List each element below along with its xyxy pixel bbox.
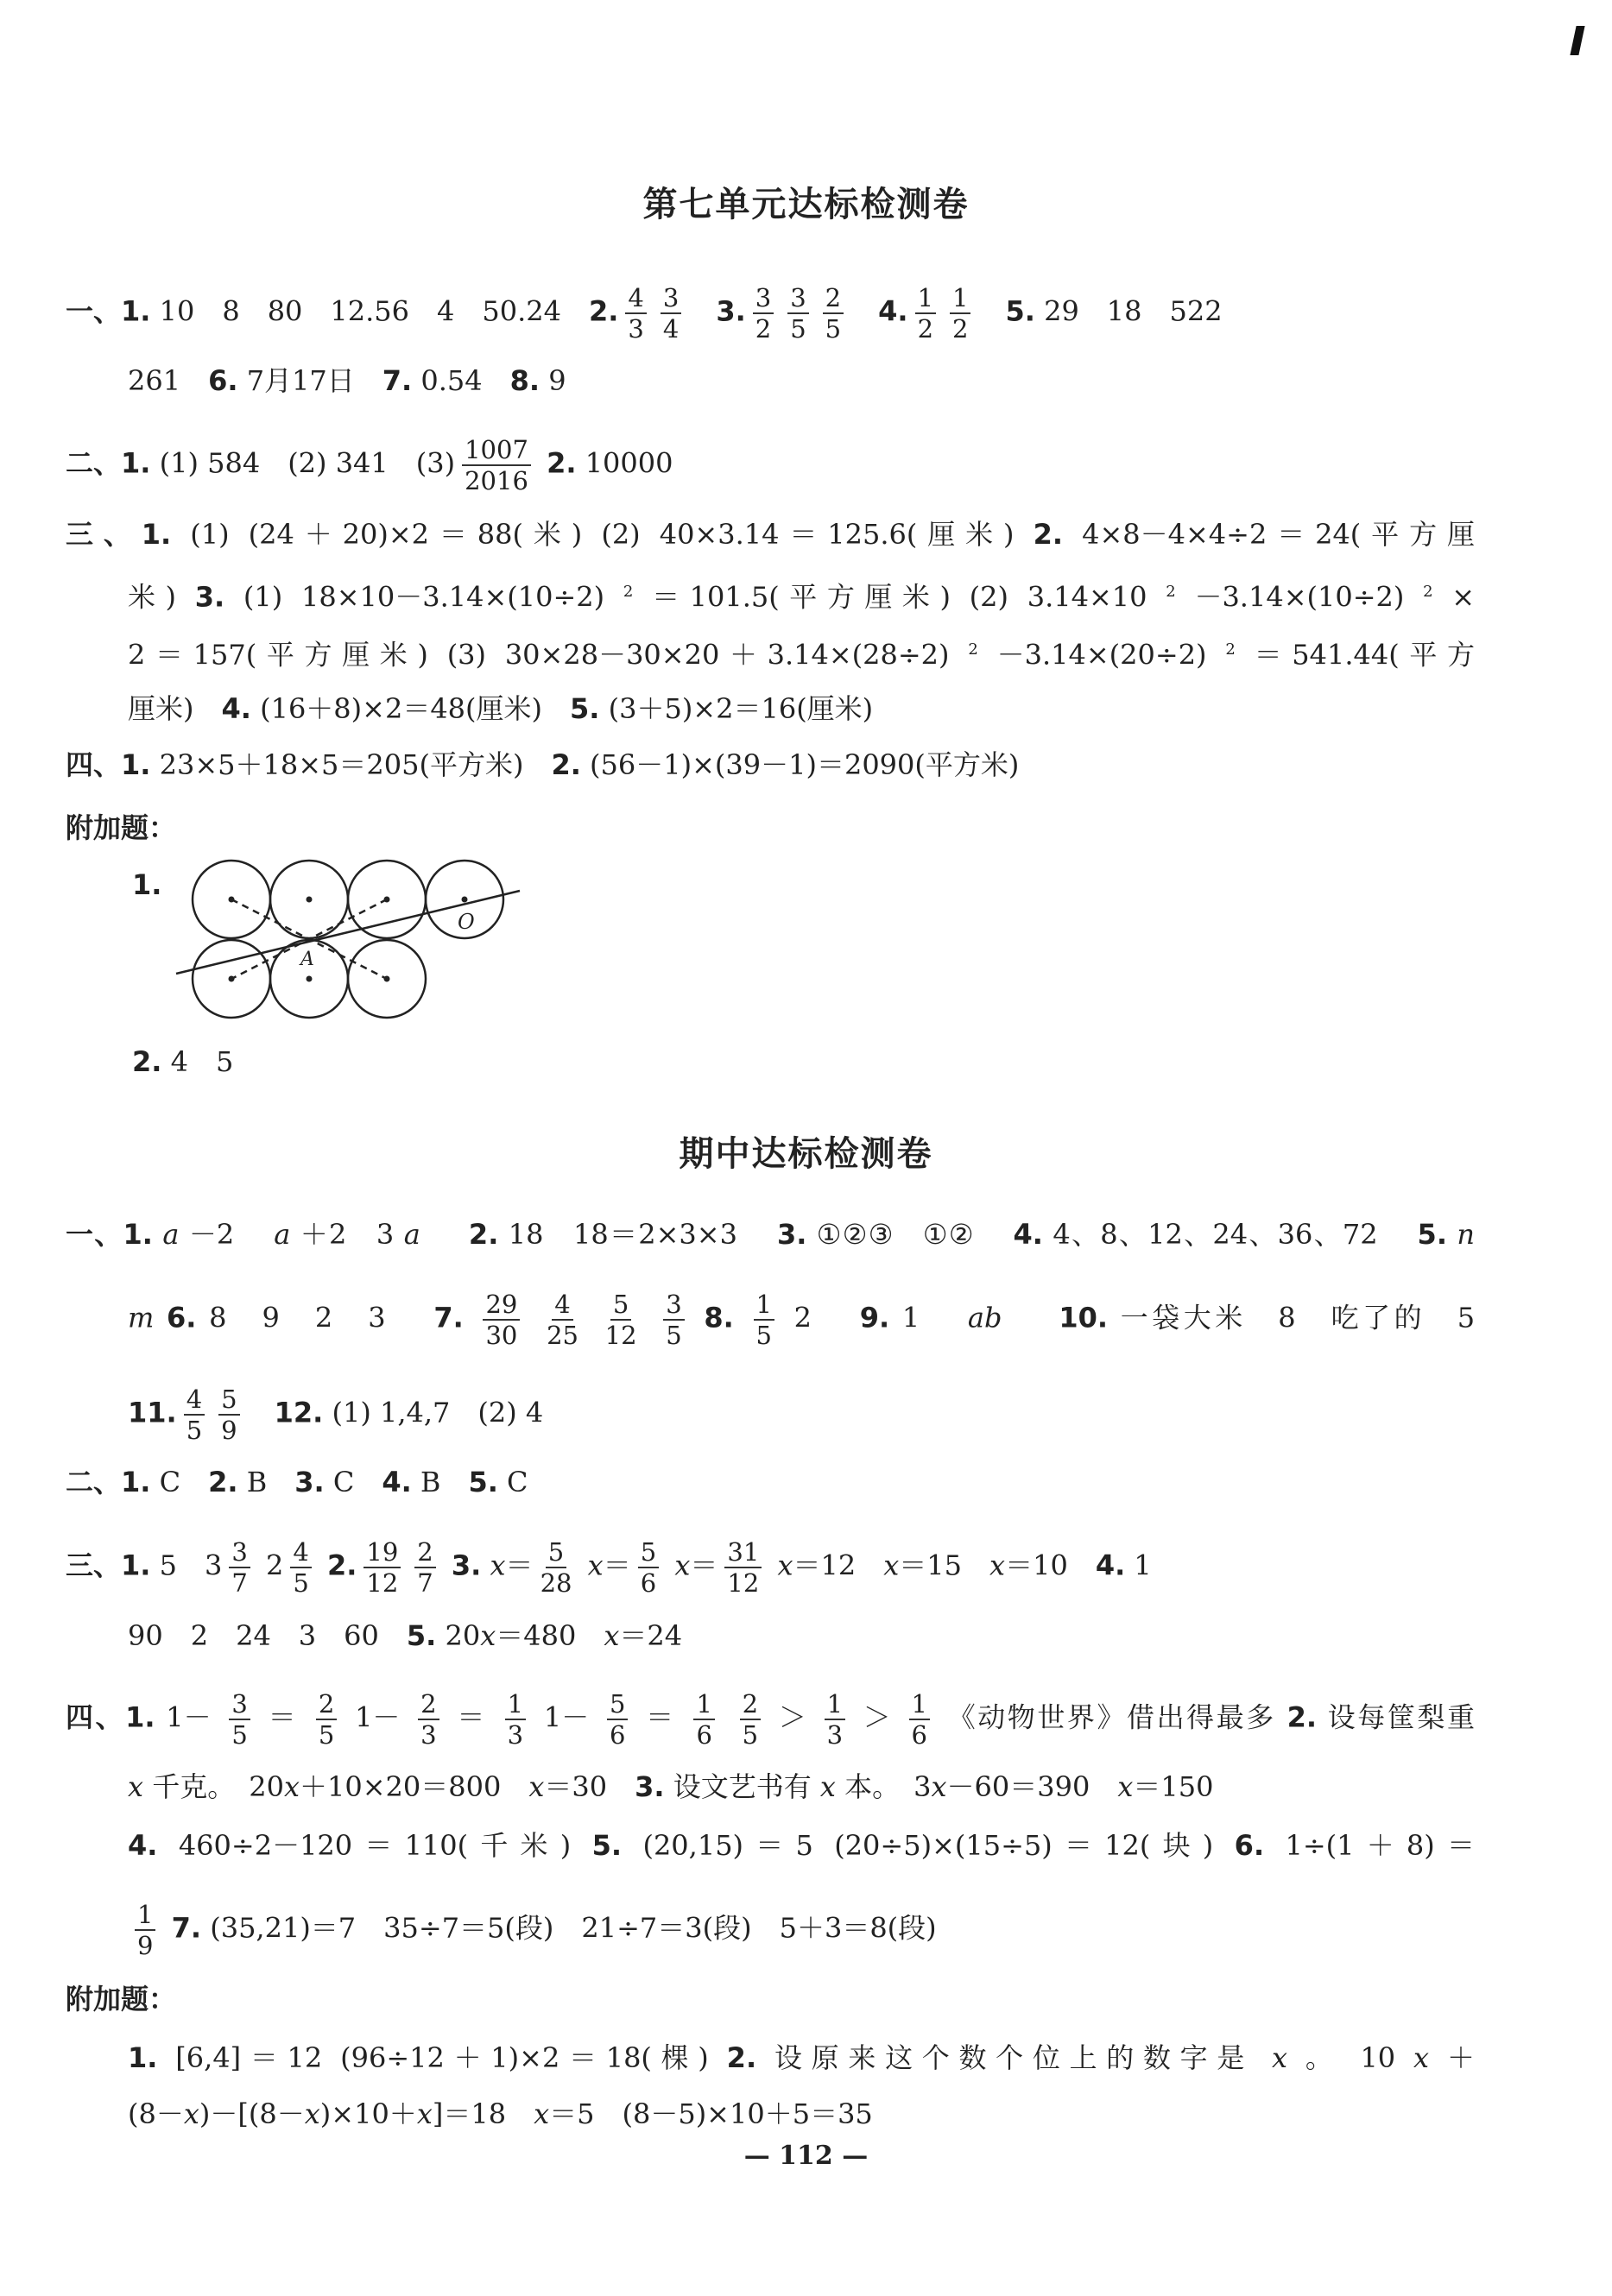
answer-line bbox=[66, 1537, 1152, 1598]
question-number: 2. bbox=[726, 2041, 757, 2074]
unit7-title: 第七单元达标检测卷 bbox=[642, 184, 970, 224]
answer-text: 1÷(1＋8)＝ bbox=[1285, 1829, 1475, 1862]
question-number: 11. bbox=[128, 1396, 177, 1429]
denominator: 30 bbox=[485, 1321, 518, 1350]
variable: n bbox=[1457, 1218, 1476, 1251]
numerator: 4 bbox=[552, 1290, 572, 1321]
variable: x bbox=[777, 1549, 793, 1582]
denominator: 6 bbox=[640, 1568, 657, 1598]
answer-text bbox=[247, 1397, 275, 1429]
numerator: 3 bbox=[753, 283, 774, 314]
answer-text: 4、8、12、24、36、72 bbox=[1053, 1218, 1408, 1251]
variable: x bbox=[1271, 2041, 1287, 2074]
answer-text: ＝ bbox=[505, 1549, 534, 1582]
answer-text: 2 bbox=[256, 1549, 284, 1582]
variable: x bbox=[883, 1549, 900, 1582]
answer-text: 1 bbox=[1125, 1549, 1152, 1582]
answer-text bbox=[1015, 1302, 1046, 1334]
answer-text: ＋ bbox=[1446, 2041, 1475, 2074]
fraction bbox=[229, 1537, 250, 1598]
question-number: 2. bbox=[589, 294, 619, 328]
answer-text: ＝480 bbox=[496, 1619, 604, 1652]
answer-line bbox=[128, 1385, 543, 1445]
answer-text: (1) 584 (2) 341 (3) bbox=[150, 446, 456, 480]
denominator: 28 bbox=[540, 1568, 572, 1598]
answer-text: (3＋5)×2＝16(厘米) bbox=[599, 692, 874, 725]
answer-text: ＝ bbox=[690, 1549, 718, 1582]
question-number: 2. bbox=[547, 446, 577, 480]
fraction bbox=[505, 1689, 526, 1750]
variable: x bbox=[304, 2097, 320, 2130]
numerator: 4 bbox=[625, 283, 646, 314]
question-number: 4. bbox=[382, 1466, 412, 1498]
answer-line bbox=[128, 2036, 1475, 2079]
answer-text bbox=[578, 1549, 587, 1582]
answer-text bbox=[481, 1549, 490, 1582]
numerator: 1007 bbox=[462, 435, 531, 466]
variable: a bbox=[162, 1218, 180, 1251]
numerator: 2 bbox=[414, 1537, 435, 1568]
question-number: 4. bbox=[1095, 1549, 1126, 1582]
center-dot bbox=[229, 897, 235, 903]
answer-text: ＋10×20＝800 bbox=[300, 1770, 529, 1803]
numerator: 3 bbox=[229, 1689, 250, 1720]
question-number: 2. bbox=[326, 1549, 357, 1582]
question-number: 4. bbox=[878, 294, 908, 328]
question-number: 5. bbox=[406, 1619, 437, 1652]
variable: x bbox=[587, 1549, 604, 1582]
question-number: 7. bbox=[171, 1911, 202, 1945]
answer-line bbox=[128, 1824, 1475, 1867]
numerator: 2 bbox=[823, 283, 844, 314]
numerator: 2 bbox=[418, 1689, 439, 1720]
denominator: 6 bbox=[609, 1720, 626, 1750]
answer-text: 2 bbox=[793, 1301, 848, 1334]
numerator: 5 bbox=[610, 1290, 631, 1321]
denominator: 2 bbox=[952, 314, 969, 344]
answer-text: 设每筐梨重 bbox=[1327, 1700, 1475, 1734]
denominator: 9 bbox=[221, 1416, 237, 1445]
variable: x bbox=[480, 1619, 496, 1652]
answer-text bbox=[666, 1549, 674, 1582]
numerator: 3 bbox=[229, 1537, 250, 1568]
question-number: 1. bbox=[128, 2041, 158, 2074]
answer-text: 《动物世界》借出得最多 bbox=[947, 1700, 1287, 1734]
variable: a bbox=[274, 1218, 291, 1251]
answer-text: ＞ bbox=[863, 1700, 891, 1734]
answer-text: ＝541.44(平方 bbox=[1254, 638, 1475, 672]
fraction bbox=[418, 1689, 439, 1750]
question-number: 一、1. bbox=[66, 1218, 153, 1251]
numerator: 5 bbox=[546, 1537, 566, 1568]
numerator: 2 bbox=[740, 1689, 761, 1720]
numerator: 5 bbox=[638, 1537, 659, 1568]
variable: x bbox=[283, 1770, 300, 1803]
denominator: 5 bbox=[186, 1416, 203, 1445]
answer-text: ①②③ ①② bbox=[816, 1218, 1004, 1251]
answer-text bbox=[162, 1912, 171, 1945]
question-number: 3. bbox=[451, 1549, 482, 1582]
answer-line bbox=[128, 1765, 1214, 1808]
answer-text: 5 3 bbox=[150, 1549, 223, 1582]
answer-text: ＝30 bbox=[544, 1770, 635, 1803]
answer-text: 10000 bbox=[576, 446, 673, 480]
numerator: 5 bbox=[607, 1689, 628, 1720]
answer-text: 261 bbox=[128, 364, 209, 397]
denominator: 12 bbox=[727, 1568, 760, 1598]
question-number: 5. bbox=[1005, 294, 1035, 328]
fraction bbox=[724, 1537, 762, 1598]
fraction bbox=[290, 1537, 311, 1598]
question-number: 5. bbox=[468, 1466, 498, 1498]
denominator: 5 bbox=[318, 1720, 335, 1750]
answer-text: 9 bbox=[540, 364, 566, 397]
answer-text: 2＝157(平方厘米) bbox=[128, 638, 447, 672]
question-number: 一、1. bbox=[66, 294, 151, 328]
answer-text: ]＝18 bbox=[432, 2097, 534, 2130]
answer-text: ＝5 (8－5)×10＋5＝35 bbox=[549, 2097, 873, 2130]
question-number: 5. bbox=[591, 1829, 623, 1862]
question-number: 2. bbox=[468, 1218, 499, 1251]
answer-text: (20÷5)×(15÷5)＝12(块) bbox=[834, 1829, 1235, 1862]
center-dot bbox=[307, 897, 313, 903]
answer-line bbox=[66, 1977, 176, 2021]
variable: x bbox=[931, 1770, 947, 1803]
fraction bbox=[663, 1290, 684, 1350]
answer-text: C bbox=[497, 1466, 528, 1498]
answer-text: ＝101.5(平方厘米) bbox=[652, 580, 970, 614]
exponent: 2 bbox=[623, 583, 634, 601]
answer-text: 8 9 2 3 bbox=[209, 1301, 421, 1334]
answer-text: 1－ bbox=[543, 1700, 590, 1734]
answer-text: －3.14×(10÷2) bbox=[1194, 580, 1405, 614]
answer-text: (1) 18×10－3.14×(10÷2) bbox=[243, 580, 605, 614]
answer-text: 1 bbox=[901, 1301, 956, 1334]
answer-text: 千克。 20 bbox=[143, 1770, 284, 1803]
fraction bbox=[825, 1689, 845, 1750]
center-dot bbox=[307, 976, 313, 982]
answer-text: (1) (24＋20)×2＝88(米) bbox=[190, 518, 602, 551]
answer-text: 设原来这个数个位上的数字是 bbox=[774, 2041, 1272, 2074]
answer-text: 一袋大米 8 吃了的 5 bbox=[1120, 1301, 1476, 1334]
answer-text: －3.14×(20÷2) bbox=[996, 638, 1207, 672]
question-number: 附加题： bbox=[66, 811, 177, 844]
denominator: 3 bbox=[628, 314, 644, 344]
answer-text: C bbox=[150, 1466, 209, 1498]
answer-text: 4 5 bbox=[161, 1045, 234, 1078]
answer-text: ＝ bbox=[646, 1700, 676, 1734]
variable: x bbox=[183, 2097, 199, 2130]
answer-text: B bbox=[237, 1466, 295, 1498]
exponent: 2 bbox=[1166, 583, 1176, 601]
question-number: 三、1. bbox=[66, 518, 172, 551]
numerator: 1 bbox=[950, 283, 970, 314]
question-number: 6. bbox=[167, 1301, 197, 1334]
question-number: 5. bbox=[1417, 1218, 1447, 1251]
denominator: 12 bbox=[366, 1568, 399, 1598]
denominator: 7 bbox=[417, 1568, 433, 1598]
answer-text: (8－ bbox=[128, 2097, 184, 2130]
variable: x bbox=[674, 1549, 691, 1582]
question-number: 8. bbox=[704, 1301, 734, 1334]
center-dot bbox=[384, 897, 390, 903]
question-number: 2. bbox=[132, 1045, 162, 1078]
question-number: 3. bbox=[716, 294, 746, 328]
numerator: 1 bbox=[505, 1689, 526, 1720]
answer-text: C bbox=[324, 1466, 382, 1498]
question-number: 4. bbox=[1013, 1218, 1043, 1251]
answer-line bbox=[128, 2092, 873, 2135]
denominator: 5 bbox=[293, 1568, 309, 1598]
answer-text bbox=[430, 1218, 458, 1251]
label-a: A bbox=[300, 949, 314, 970]
answer-text: 4×8－4×4÷2＝24(平方厘 bbox=[1082, 518, 1475, 551]
answer-text: B bbox=[411, 1466, 469, 1498]
numerator: 1 bbox=[825, 1689, 845, 1720]
answer-text: 20 bbox=[436, 1619, 481, 1652]
question-number: 4. bbox=[221, 692, 251, 725]
variable: x bbox=[1413, 2041, 1430, 2074]
answer-text: )－[(8－ bbox=[199, 2097, 305, 2130]
answer-text: )×10＋ bbox=[319, 2097, 417, 2130]
variable: x bbox=[604, 1619, 620, 1652]
denominator: 5 bbox=[790, 314, 806, 344]
question-number: 6. bbox=[1234, 1829, 1265, 1862]
answer-line bbox=[66, 1689, 1475, 1750]
numerator: 1 bbox=[909, 1689, 930, 1720]
question-number: 7. bbox=[382, 364, 413, 397]
fraction bbox=[605, 1290, 637, 1350]
fraction bbox=[316, 1689, 337, 1750]
answer-text: 23×5＋18×5＝205(平方米) bbox=[150, 748, 552, 781]
answer-text: ＝15 bbox=[899, 1549, 990, 1582]
answer-text: 设文艺书有 bbox=[664, 1770, 820, 1803]
answer-text: ＝ bbox=[457, 1700, 487, 1734]
denominator: 5 bbox=[666, 1321, 682, 1350]
answer-text bbox=[443, 1549, 452, 1582]
fraction bbox=[909, 1689, 930, 1750]
answer-text: －2 bbox=[188, 1218, 264, 1251]
fraction bbox=[547, 1290, 578, 1350]
answer-text: (1) 1,4,7 (2) 4 bbox=[323, 1396, 544, 1429]
fraction bbox=[740, 1689, 761, 1750]
answer-text: (2) 3.14×10 bbox=[969, 580, 1147, 614]
question-number: 9. bbox=[859, 1301, 890, 1334]
answer-text bbox=[768, 1549, 777, 1582]
answer-text: ＝ bbox=[603, 1549, 631, 1582]
answer-line bbox=[128, 1614, 682, 1657]
answer-text: ＝12 bbox=[793, 1549, 884, 1582]
answer-text: 90 2 24 3 60 bbox=[128, 1619, 407, 1652]
numerator: 1 bbox=[693, 1689, 714, 1720]
answer-text: ＝150 bbox=[1133, 1770, 1214, 1803]
denominator: 2016 bbox=[465, 466, 528, 495]
answer-line bbox=[128, 1900, 937, 1960]
denominator: 2 bbox=[755, 314, 772, 344]
fraction bbox=[363, 1537, 401, 1598]
denominator: 4 bbox=[662, 314, 680, 344]
answer-text: 米) bbox=[128, 580, 195, 614]
numerator: 29 bbox=[483, 1290, 520, 1321]
answer-text: (3) 30×28－30×20＋3.14×(28÷2) bbox=[446, 638, 950, 672]
denominator: 7 bbox=[231, 1568, 248, 1598]
variable: x bbox=[819, 1770, 836, 1803]
variable: x bbox=[128, 1770, 144, 1803]
question-number: 二、1. bbox=[66, 1466, 151, 1498]
denominator: 5 bbox=[825, 314, 842, 344]
answer-text: (56－1)×(39－1)＝2090(平方米) bbox=[580, 748, 1020, 781]
denominator: 12 bbox=[604, 1321, 637, 1350]
fraction bbox=[229, 1689, 250, 1750]
question-number: 2. bbox=[1286, 1700, 1317, 1734]
fraction bbox=[638, 1537, 659, 1598]
answer-text: ＝10 bbox=[1005, 1549, 1096, 1582]
answer-text: 1－ bbox=[166, 1700, 212, 1734]
answer-line bbox=[66, 1213, 1475, 1256]
variable: m bbox=[128, 1301, 155, 1334]
variable: x bbox=[490, 1549, 506, 1582]
answer-text: 29 18 522 bbox=[1034, 294, 1223, 328]
question-number: 5. bbox=[570, 692, 600, 725]
numerator: 3 bbox=[787, 283, 808, 314]
answer-text bbox=[319, 1549, 327, 1582]
fraction bbox=[414, 1537, 435, 1598]
question-number: 三、1. bbox=[66, 1549, 151, 1582]
question-number: 2. bbox=[208, 1466, 238, 1498]
fraction bbox=[693, 1689, 714, 1750]
fraction bbox=[135, 1900, 155, 1960]
question-number: 四、1. bbox=[66, 748, 151, 781]
numerator: 4 bbox=[184, 1385, 205, 1416]
answer-line bbox=[66, 1460, 528, 1504]
numerator: 1 bbox=[754, 1290, 774, 1321]
question-number: 2. bbox=[1033, 518, 1064, 551]
fraction bbox=[540, 1537, 572, 1598]
center-dot bbox=[229, 976, 235, 982]
question-number: 2. bbox=[551, 748, 581, 781]
denominator: 3 bbox=[507, 1720, 524, 1750]
variable: x bbox=[528, 1770, 545, 1803]
answer-text: 10 8 80 12.56 4 50.24 bbox=[150, 294, 589, 328]
variable: x bbox=[989, 1549, 1006, 1582]
question-number: 4. bbox=[128, 1829, 158, 1862]
fraction bbox=[483, 1290, 520, 1350]
question-number: 3. bbox=[776, 1218, 807, 1251]
midterm-title: 期中达标检测卷 bbox=[679, 1133, 933, 1174]
answer-text: (35,21)＝7 35÷7＝5(段) 21÷7＝3(段) 5＋3＝8(段) bbox=[201, 1911, 937, 1945]
fraction bbox=[184, 1385, 205, 1445]
numerator: 5 bbox=[218, 1385, 239, 1416]
numerator: 1 bbox=[915, 283, 936, 314]
answer-text: 7月17日 bbox=[237, 364, 382, 397]
denominator: 5 bbox=[742, 1720, 759, 1750]
answer-text: 本。 3 bbox=[835, 1770, 932, 1803]
page-number: — 112 — bbox=[743, 2141, 869, 2171]
fraction bbox=[218, 1385, 239, 1445]
question-number: 1. bbox=[132, 868, 162, 901]
answer-text: ＋2 3 bbox=[300, 1218, 395, 1251]
answer-text: 1－ bbox=[355, 1700, 401, 1734]
answer-text: 0.54 bbox=[412, 364, 510, 397]
question-number: 3. bbox=[635, 1770, 665, 1803]
variable: x bbox=[534, 2097, 550, 2130]
exponent: 2 bbox=[1225, 640, 1236, 659]
answer-text: ＞ bbox=[778, 1700, 806, 1734]
answer-text: 。 10 bbox=[1305, 2041, 1396, 2074]
denominator: 2 bbox=[917, 314, 934, 344]
denominator: 5 bbox=[231, 1720, 248, 1750]
answer-text: ＝24 bbox=[619, 1619, 683, 1652]
answer-text: (2) 40×3.14＝125.6(厘米) bbox=[601, 518, 1034, 551]
exponent: 2 bbox=[968, 640, 978, 659]
numerator: 19 bbox=[363, 1537, 401, 1568]
denominator: 6 bbox=[911, 1720, 927, 1750]
numerator: 31 bbox=[724, 1537, 762, 1568]
numerator: 1 bbox=[135, 1900, 155, 1931]
numerator: 3 bbox=[663, 1290, 684, 1321]
fraction bbox=[754, 1290, 774, 1350]
question-number: 8. bbox=[509, 364, 540, 397]
numerator: 4 bbox=[290, 1537, 311, 1568]
question-number: 3. bbox=[294, 1466, 325, 1498]
question-number: 7. bbox=[433, 1301, 464, 1334]
answer-text: 厘米) bbox=[128, 692, 222, 725]
answer-text: ＝ bbox=[268, 1700, 299, 1734]
answer-text: －60＝390 bbox=[946, 1770, 1118, 1803]
question-number: 10. bbox=[1059, 1301, 1109, 1334]
denominator: 3 bbox=[420, 1720, 437, 1750]
answer-text: (16＋8)×2＝48(厘米) bbox=[250, 692, 571, 725]
answer-text: 460÷2－120＝110(千米) bbox=[178, 1829, 592, 1862]
question-number: 四、1. bbox=[66, 1700, 155, 1734]
label-o: O bbox=[458, 910, 475, 934]
answer-text: [6,4]＝12 bbox=[175, 2041, 341, 2074]
variable: x bbox=[416, 2097, 433, 2130]
answer-text: × bbox=[1451, 580, 1476, 614]
denominator: 3 bbox=[826, 1720, 844, 1750]
variable: a bbox=[403, 1218, 420, 1251]
denominator: 5 bbox=[755, 1321, 772, 1350]
denominator: 25 bbox=[547, 1321, 578, 1350]
question-number: 3. bbox=[194, 580, 225, 614]
numerator: 2 bbox=[316, 1689, 337, 1720]
answer-text: 18 18＝2×3×3 bbox=[508, 1218, 768, 1251]
numerator: 3 bbox=[661, 283, 681, 314]
answer-text: (96÷12＋1)×2＝18(棵) bbox=[340, 2041, 727, 2074]
fraction bbox=[607, 1689, 628, 1750]
exponent: 2 bbox=[1423, 583, 1433, 601]
question-number: 附加题： bbox=[66, 1983, 177, 2015]
question-number: 6. bbox=[208, 364, 238, 397]
center-dot bbox=[384, 976, 390, 982]
question-number: 二、1. bbox=[66, 446, 151, 480]
denominator: 9 bbox=[137, 1931, 154, 1960]
answer-text: (20,15)＝5 bbox=[642, 1829, 835, 1862]
variable: x bbox=[1117, 1770, 1134, 1803]
denominator: 6 bbox=[696, 1720, 712, 1750]
answer-line bbox=[128, 1290, 1476, 1350]
question-number: 12. bbox=[274, 1396, 324, 1429]
center-dot bbox=[462, 897, 468, 903]
variable: ab bbox=[967, 1301, 1002, 1334]
